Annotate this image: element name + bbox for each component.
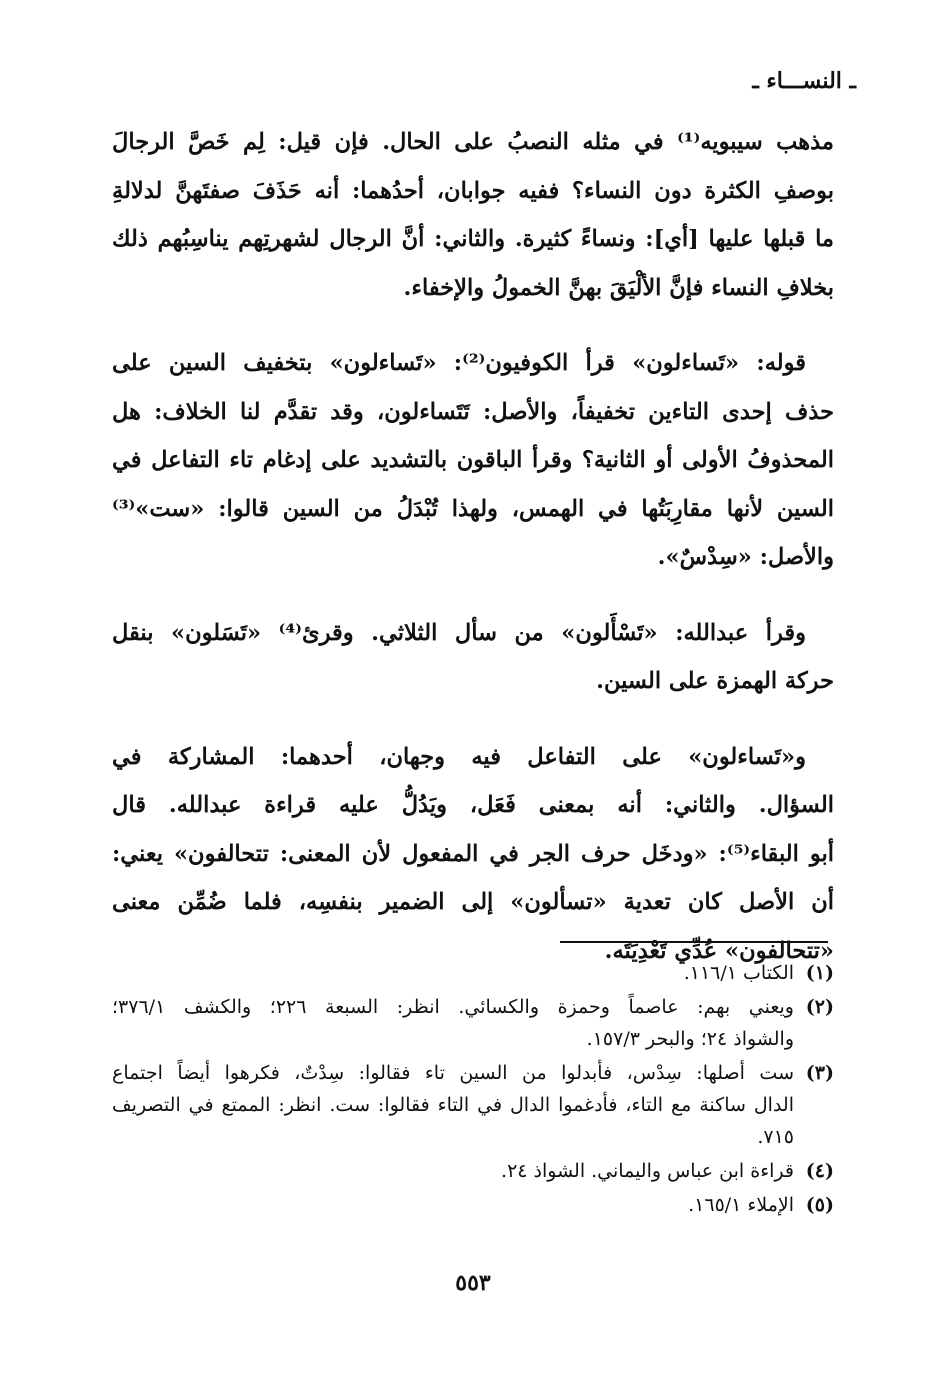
text-line: حركة الهمزة على السين. bbox=[596, 668, 834, 694]
footnote-text bbox=[112, 957, 794, 989]
text-line: بخلافِ النساء فإنَّ الألْيَقَ بهنَّ الخمولُ والإخفاء. bbox=[403, 274, 834, 301]
text-line: و«تَساءلون» على التفاعل فيه وجهان، أحدهما: المشاركة في bbox=[112, 743, 806, 770]
text-line: والأصل: «سِدْسٌ». bbox=[657, 544, 834, 570]
paragraph-3 bbox=[112, 609, 834, 706]
footnote-line: ويعني بهم: عاصماً وحمزة والكسائي. انظر: السبعة ٢٢٦؛ والكشف ٣٧٦/١؛ bbox=[112, 996, 794, 1018]
footnote-line: ست أصلها: سِدْس، فأبدلوا من السين تاء فقالوا: سِدْتٌ، فكرهوا أيضاً اجتماع bbox=[112, 1062, 794, 1084]
paragraph-1 bbox=[112, 118, 834, 312]
footnote-number: (٢) bbox=[805, 996, 834, 1018]
footnote-line: قراءة ابن عباس واليماني. الشواذ ٢٤. bbox=[501, 1160, 794, 1182]
footnote-text bbox=[112, 1189, 794, 1221]
footnote-line: الإملاء ١٦٥/١. bbox=[688, 1194, 794, 1216]
text-line: السؤال. والثاني: أنه بمعنى فَعَل، ويَدُلُّ عليه قراءة عبدالله. قال bbox=[112, 792, 834, 818]
text-line: ما قبلها عليها [أي]: ونساءً كثيرة. والثاني: أنَّ الرجال لشهرتِهم يناسِبُهم ذلك bbox=[112, 226, 834, 252]
footnote-number: (٣) bbox=[805, 1062, 834, 1084]
text-line: السين لأنها مقارِبَتُها في الهمس، ولهذا تُبْدَلُ من السين قالوا: «ست»⁽³⁾ bbox=[112, 495, 834, 522]
footnote-5 bbox=[112, 1189, 834, 1221]
main-text bbox=[112, 118, 834, 1002]
footnote-3 bbox=[112, 1057, 834, 1153]
text-line: المحذوفُ الأولى أو الثانية؟ وقرأ الباقون بالتشديد على إدغام تاء التفاعل في bbox=[112, 447, 834, 473]
text-line: وقرأ عبدالله: «تَسْأَلون» من سأل الثلاثي. وقرئ⁽⁴⁾ «تَسَلون» بنقل bbox=[112, 619, 806, 646]
footnote-text bbox=[112, 1155, 794, 1187]
footnote-number: (٤) bbox=[805, 1160, 834, 1182]
text-line: «تتحالفون» عُدِّي تَعْدِيَتَه. bbox=[604, 937, 834, 964]
footnote-line: الكتاب ١١٦/١. bbox=[683, 962, 794, 984]
footnote-line: والشواذ ٢٤؛ والبحر ١٥٧/٣. bbox=[586, 1028, 794, 1050]
text-line: مذهب سيبويه⁽¹⁾ في مثله النصبُ على الحال. فإن قيل: لِم خَصَّ الرجالَ bbox=[112, 129, 834, 155]
text-line: حذف إحدى التاءين تخفيفاً، والأصل: تَتَساءلون، وقد تقدَّم لنا الخلاف: هل bbox=[112, 398, 834, 425]
footnote-2 bbox=[112, 991, 834, 1055]
paragraph-4 bbox=[112, 733, 834, 976]
footnote-number: (١) bbox=[805, 962, 834, 984]
footnote-text bbox=[112, 991, 794, 1055]
footnote-line: الدال ساكنة مع التاء، فأدغموا الدال في التاء فقالوا: ست. انظر: الممتع في التصريف bbox=[112, 1094, 794, 1116]
text-line: أن الأصل كان تعدية «تسألون» إلى الضمير بنفسِه، فلما ضُمِّن معنى bbox=[112, 889, 834, 915]
page-number: ٥٥٣ bbox=[455, 1270, 491, 1296]
footnote-text bbox=[112, 1057, 794, 1153]
paragraph-2 bbox=[112, 339, 834, 582]
footnotes bbox=[112, 957, 834, 1223]
text-line: أبو البقاء⁽⁵⁾: «ودخَل حرف الجر في المفعول لأن المعنى: تتحالفون» يعني: bbox=[112, 840, 834, 867]
running-head: ـ النســـاء ـ bbox=[752, 68, 856, 94]
text-line: بوصفِ الكثرة دون النساء؟ ففيه جوابان، أحدُهما: أنه حَذَفَ صفتَهنَّ لدلالةِ bbox=[112, 177, 834, 204]
footnote-separator bbox=[560, 941, 828, 943]
footnote-number: (٥) bbox=[805, 1194, 834, 1216]
footnote-line: ٧١٥. bbox=[757, 1126, 794, 1148]
text-line: قوله: «تَساءلون» قرأ الكوفيون⁽²⁾: «تَساءلون» بتخفيف السين على bbox=[112, 350, 806, 376]
footnote-4 bbox=[112, 1155, 834, 1187]
footnote-1 bbox=[112, 957, 834, 989]
